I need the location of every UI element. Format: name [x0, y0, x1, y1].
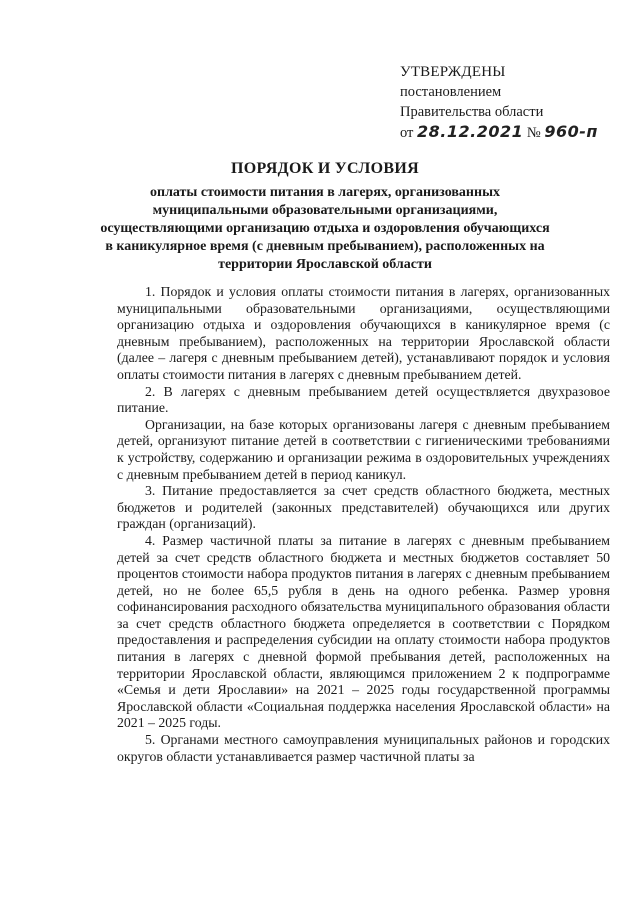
paragraph-1: 1. Порядок и условия оплаты стоимости питания в лагерях, организованных муниципальными образовательными организациями, осуществляющими организацию отдыха и оздоровления обучающихся в каникулярное время (с дневным пребыванием), расположенных на территории Ярославской области (далее – лагеря с дневным пребыванием детей), устанавливают порядок и условия оплаты стоимости питания в лагерях с дневным пребыванием детей.: [117, 284, 610, 382]
document-subtitle: оплаты стоимости питания в лагерях, организованных муниципальными образовательными организациями, осуществляющими организацию отдыха и оздоровления обучающихся в каникулярное время (с дневным пребыванием), расположенных на территории Ярославской области: [100, 185, 550, 272]
number-sign: №: [526, 125, 541, 141]
title-block: [100, 160, 550, 274]
document-title: ПОРЯДОК И УСЛОВИЯ: [231, 160, 419, 177]
handwritten-date: 28.12.2021: [417, 122, 524, 141]
approval-block: [400, 62, 610, 143]
paragraph-5: 5. Органами местного самоуправления муниципальных районов и городских округов области устанавливается размер частичной платы за: [117, 732, 610, 764]
paragraph-4: 4. Размер частичной платы за питание в лагерях с дневным пребыванием детей за счет средств областного бюджета и местных бюджетов составляет 50 процентов стоимости набора продуктов питания в лагерях с дневным пребыванием детей, но не более 65,5 рубля в день на одного ребенка. Размер уровня софинансирования расходного обязательства муниципального образования области за счет средств областного бюджета определяется в соответствии с Порядком предоставления и распределения субсидии на оплату стоимости набора продуктов питания в лагерях с дневной формой пребывания детей, расположенных на территории Ярославской области, являющимся приложением 2 к подпрограмме «Семья и дети Ярославии» на 2021 – 2025 годы государственной программы Ярославской области «Социальная поддержка населения Ярославской области» на 2021 – 2025 годы.: [117, 532, 610, 731]
paragraph-2-continued: Организации, на базе которых организованы лагеря с дневным пребыванием детей, организуют питание детей в соответствии с гигиеническими требованиями к устройству, содержанию и организации режима в оздоровительных учреждениях с дневным пребыванием детей в период каникул.: [117, 416, 610, 482]
approval-line-1: постановлением: [400, 84, 502, 100]
date-prefix: от: [400, 125, 414, 141]
paragraph-3: 3. Питание предоставляется за счет средств областного бюджета, местных бюджетов и родителей (законных представителей) обучающихся или других граждан (организаций).: [117, 483, 610, 532]
document-body: [117, 284, 610, 765]
approval-line-2: Правительства области: [400, 104, 544, 120]
paragraph-2: 2. В лагерях с дневным пребыванием детей осуществляется двухразовое питание.: [117, 383, 610, 416]
approval-date-line: [400, 122, 610, 143]
approval-heading: УТВЕРЖДЕНЫ: [400, 64, 506, 80]
handwritten-number: 960-п: [544, 122, 598, 141]
